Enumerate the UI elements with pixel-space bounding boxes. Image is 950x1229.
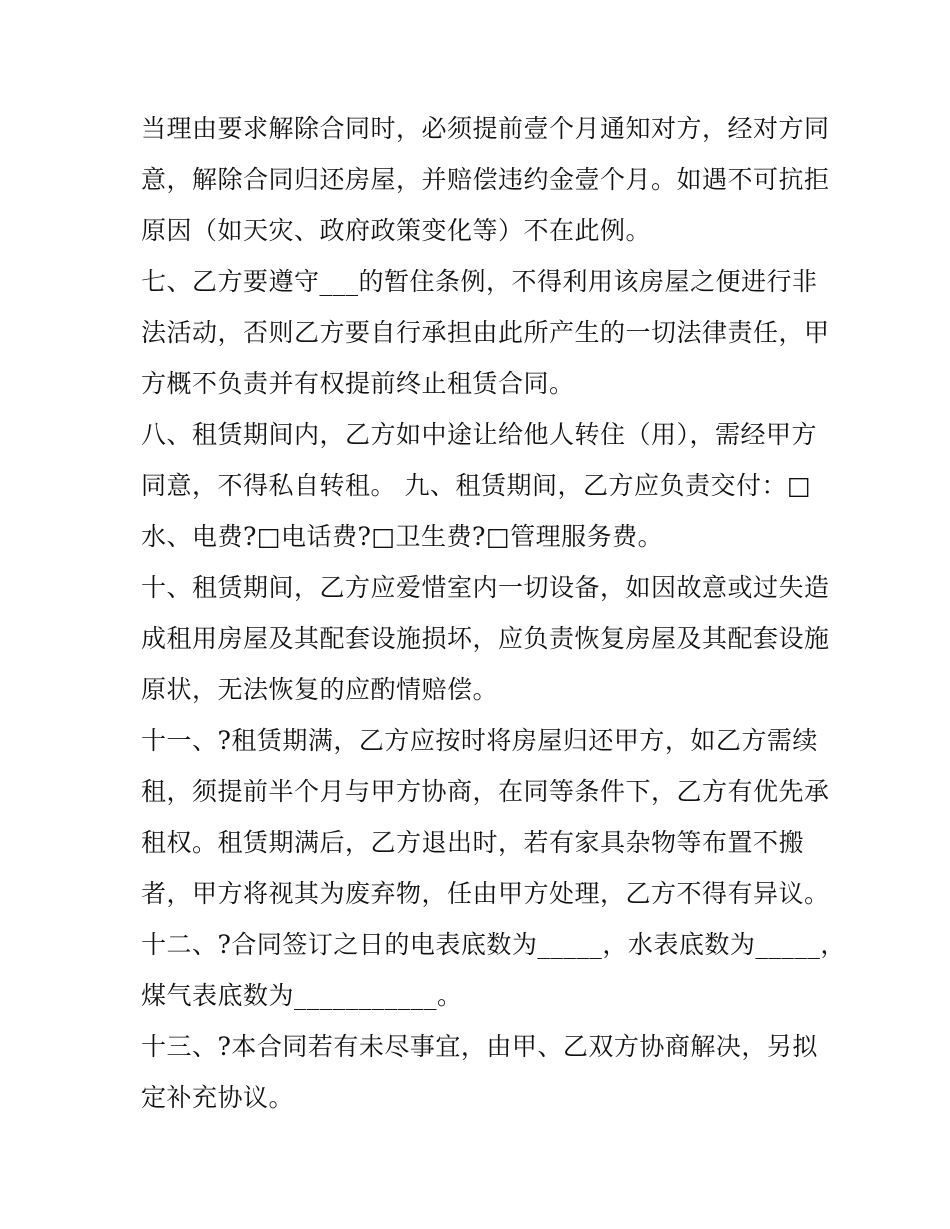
text-line: 成租用房屋及其配套设施损坏，应负责恢复房屋及其配套设施 <box>141 624 830 653</box>
text-line: 当理由要求解除合同时，必须提前壹个月通知对方，经对方同 <box>141 114 830 143</box>
clause-9-line: 同意，不得私自转租。 九、租赁期间，乙方应负责交付：□ <box>141 471 812 500</box>
contract-text-body <box>141 103 846 1123</box>
clause-8-line: 八、租赁期间内，乙方如中途让给他人转住（用），需经甲方 <box>141 420 818 449</box>
clause-10-line: 十、租赁期间，乙方应爱惜室内一切设备，如因故意或过失造 <box>141 573 830 602</box>
clause-13-line: 十三、?本合同若有未尽事宜，由甲、乙双方协商解决，另拟 <box>141 1032 818 1061</box>
text-line: 租，须提前半个月与甲方协商，在同等条件下，乙方有优先承 <box>141 777 830 806</box>
clause-11-line: 十一、?租赁期满，乙方应按时将房屋归还甲方，如乙方需续 <box>141 726 818 755</box>
text-line: 原状，无法恢复的应酌情赔偿。 <box>141 675 499 704</box>
text-line: 意，解除合同归还房屋，并赔偿违约金壹个月。如遇不可抗拒 <box>141 165 830 194</box>
text-line: 水、电费?□电话费?□卫生费?□管理服务费。 <box>141 522 664 551</box>
text-line: 租权。租赁期满后，乙方退出时，若有家具杂物等布置不搬 <box>141 828 805 857</box>
clause-7-line: 七、乙方要遵守___的暂住条例，不得利用该房屋之便进行非 <box>141 267 818 296</box>
text-line: 法活动，否则乙方要自行承担由此所产生的一切法律责任，甲 <box>141 318 830 347</box>
text-line: 定补充协议。 <box>141 1083 295 1112</box>
text-line: 者，甲方将视其为废弃物，任由甲方处理，乙方不得有异议。 <box>141 879 830 908</box>
text-line: 煤气表底数为___________。 <box>141 981 463 1010</box>
text-line: 原因（如天灾、政府政策变化等）不在此例。 <box>141 216 652 245</box>
text-line: 方概不负责并有权提前终止租赁合同。 <box>141 369 575 398</box>
clause-12-line: 十二、?合同签订之日的电表底数为_____，水表底数为_____， <box>141 930 846 959</box>
